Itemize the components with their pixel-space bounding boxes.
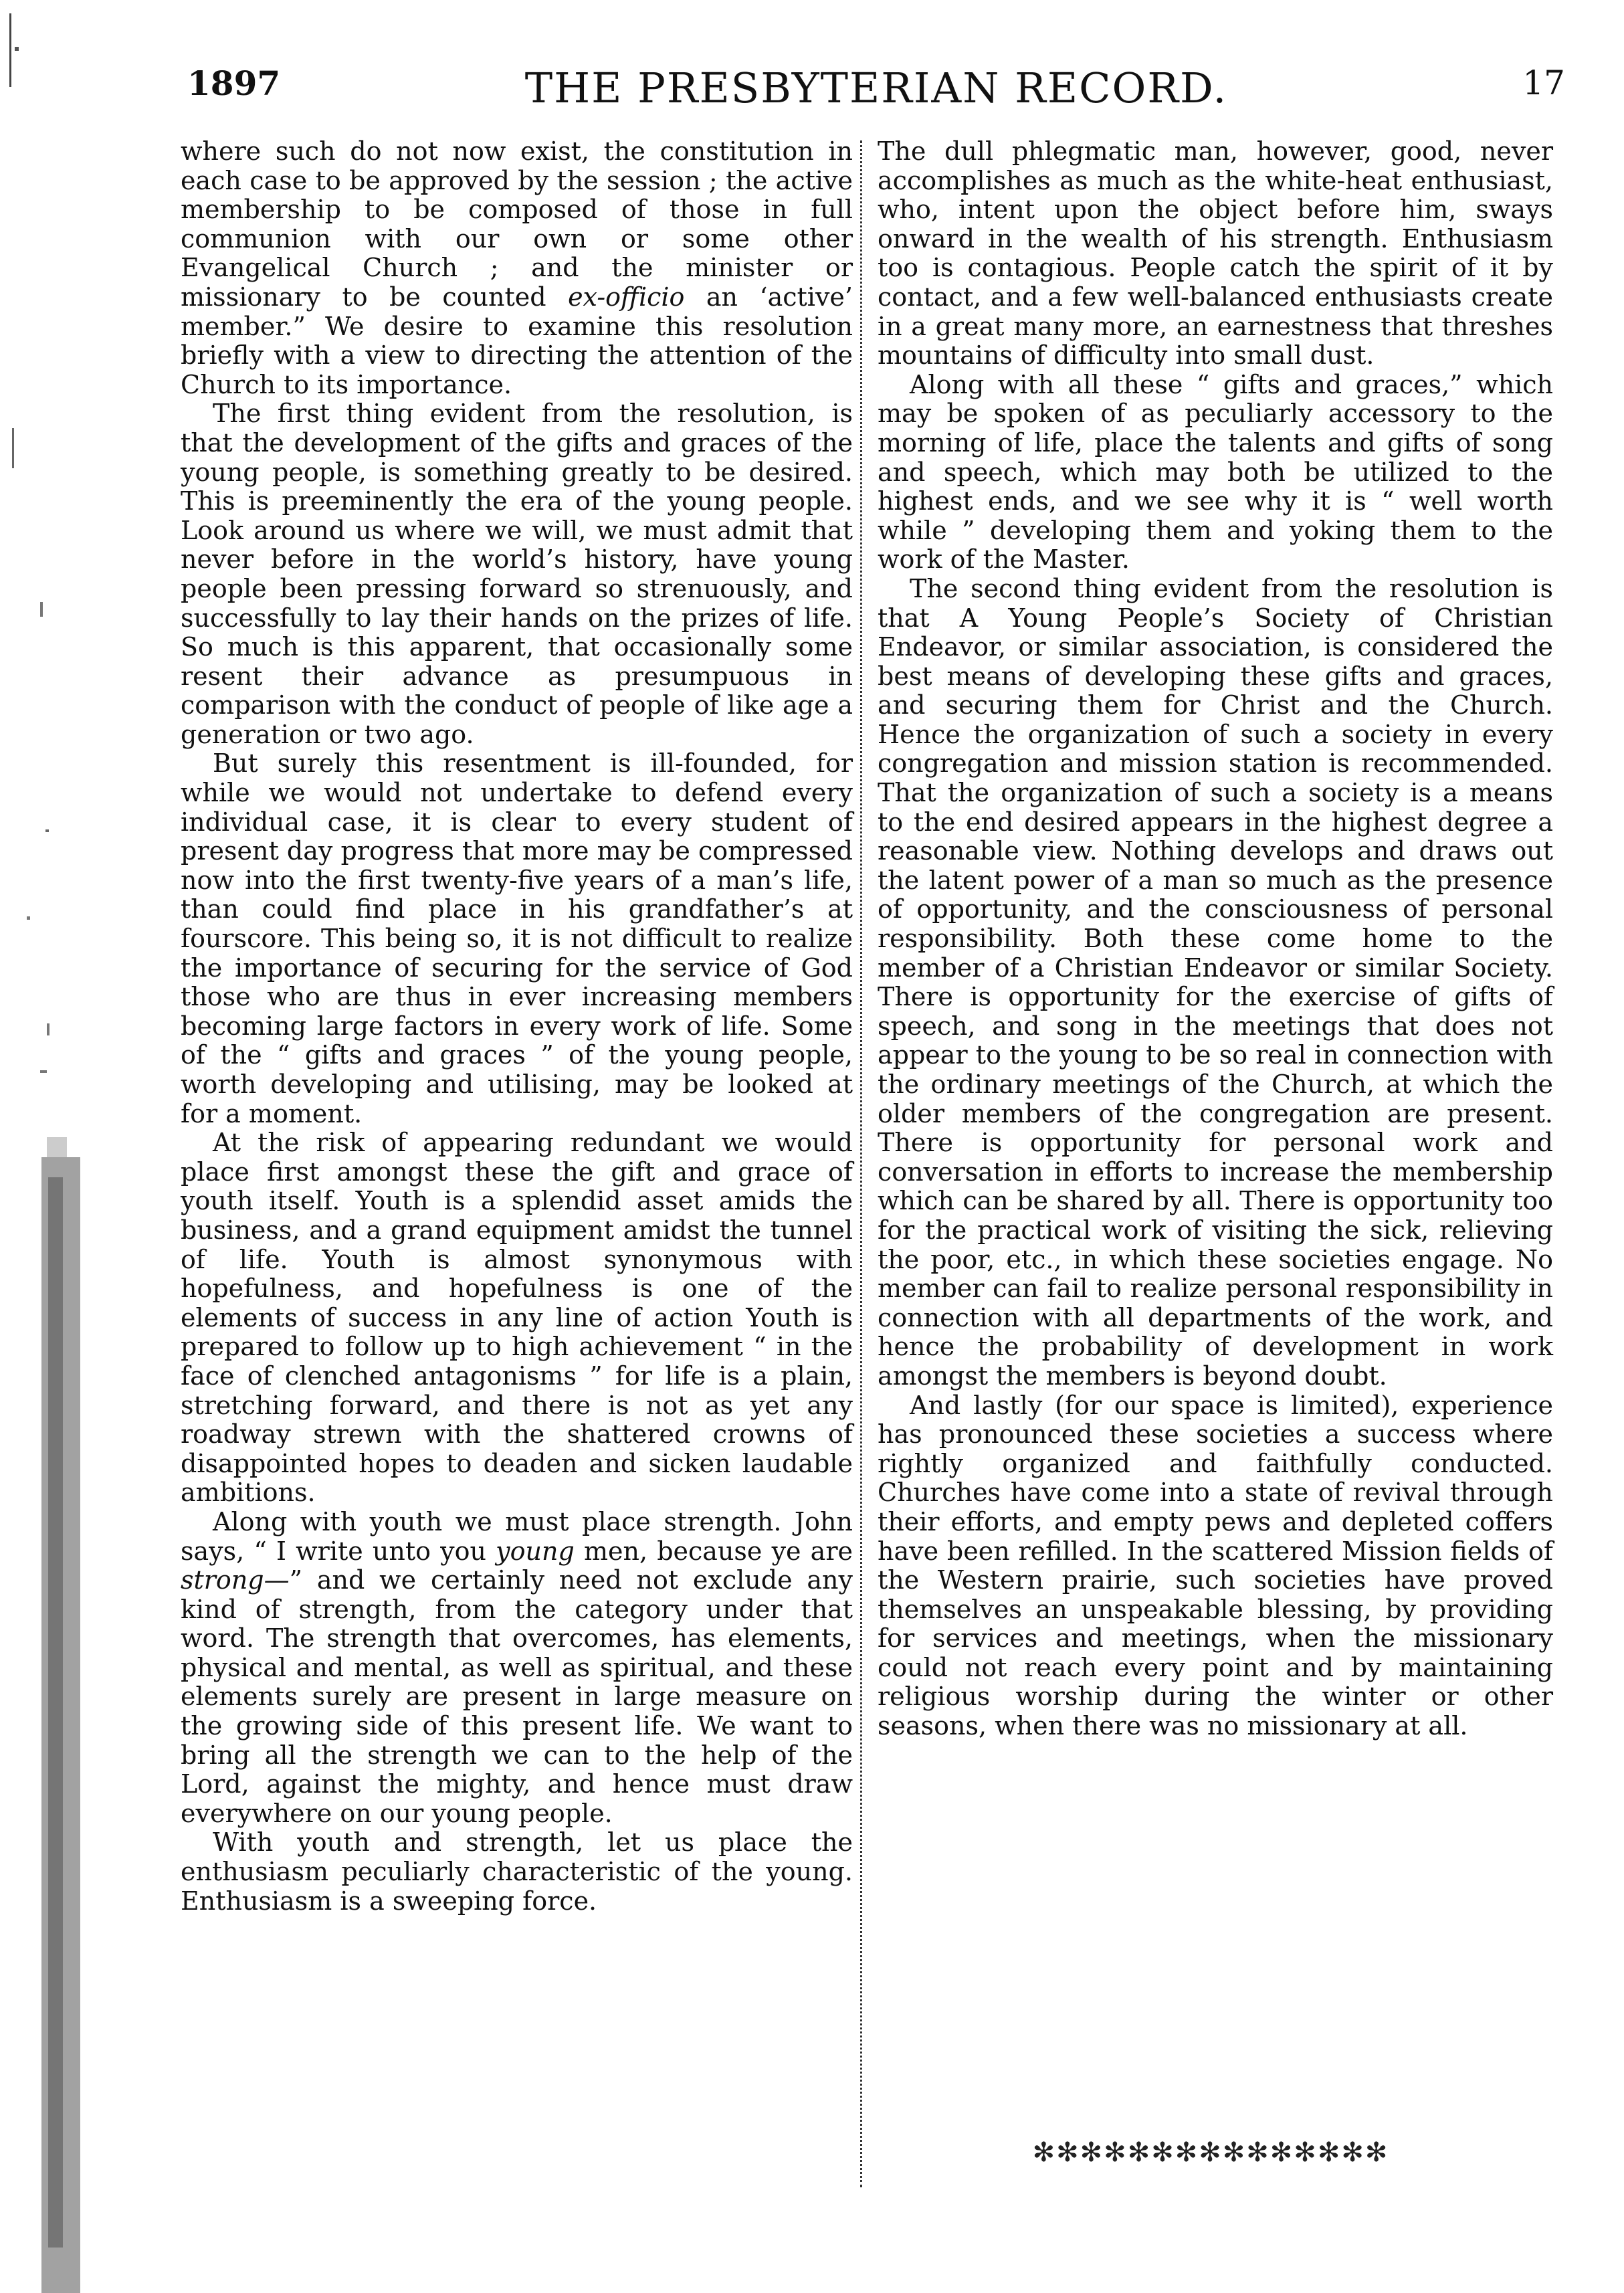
left-p5-italic-strong: strong— xyxy=(181,1565,290,1595)
left-paragraph-2: The first thing evident from the resolution, is that the development of the gifts and graces of the young people, is something greatly to be desired. This is preeminently the era of the young people. Look around us where we will, we must admit that never before in the world’s history, have young people been pressing forward so strenuously, and successfully to lay their hands on the prizes of life. So much is this apparent, that occasionally some resent their advance as presumpuous in comparison with the conduct of people of like age a generation or two ago. xyxy=(181,399,853,749)
left-paragraph-1 xyxy=(181,137,853,399)
left-p1-rest: an ‘active’ member.” We desire to examine this resolution briefly with a view to directing the attention of the Church to its importance. xyxy=(181,282,853,399)
page-header xyxy=(187,64,1565,124)
header-year: 1897 xyxy=(187,64,281,103)
right-paragraph-1: The dull phlegmatic man, however, good, never accomplishes as much as the white-heat enthusiast, who, intent upon the object before him, sways onward in the wealth of his strength. Enthusiasm too is contagious. People catch the spirit of it by contact, and a few well-balanced enthusiasts create in a great many more, an earnestness that threshes mountains of difficulty into small dust. xyxy=(878,136,1553,371)
column-divider xyxy=(860,140,862,2187)
left-p5-italic-young: young xyxy=(496,1536,575,1566)
right-paragraph-3: The second thing evident from the resolution is that A Young People’s Society of Christian Endeavor, or similar association, is considered the best means of developing these gifts and graces, and securing them for Christ and the Church. Hence the organization of such a society in every congregation and mission station is recommended. That the organization of such a society is a means to the end desired appears in the highest degree a reasonable view. Nothing develops and draws out the latent power of a man so much as the presence of opportunity, and the consciousness of personal responsibility. Both these come home to the member of a Christian Endeavor or similar Society. There is opportunity for the exercise of gifts of speech, and song in the meetings that does not appear to the young to be so real in connection with the ordinary meetings of the Church, at which the older members of the congregation are present. There is opportunity for personal work and conversation in efforts to increase the membership which can be shared by all. There is opportunity too for the practical work of visiting the sick, relieving the poor, etc., in which these societies engage. No member can fail to realize personal responsibility in connection with all departments of the work, and hence the probability of development in work amongst the members is beyond doubt. xyxy=(878,573,1553,1391)
left-paragraph-3: But surely this resentment is ill-founded, for while we would not undertake to defend every individual case, it is clear to every student of present day progress that more may be compressed now into the first twenty-five years of a man’s life, than could find place in his grandfather’s at fourscore. This being so, it is not difficult to realize the importance of securing for the service of God those who are thus in ever increasing members becoming large factors in every work of life. Some of the “ gifts and graces ” of the young people, worth developing and utilising, may be looked at for a moment. xyxy=(181,749,853,1128)
section-end-ornament: ✻✻✻✻✻✻✻✻✻✻✻✻✻✻✻ xyxy=(1032,2137,1389,2168)
left-column xyxy=(181,137,853,1916)
header-page-number: 17 xyxy=(1522,64,1565,102)
left-p5-a: Along with youth we must place strength. John says, “ I write unto you xyxy=(181,1506,853,1566)
left-paragraph-6: With youth and strength, let us place the enthusiasm peculiarly characteristic of the young. Enthusiasm is a sweeping force. xyxy=(181,1827,853,1916)
left-p5-c: ” and we certainly need not exclude any kind of strength, from the category under that word. The strength that overcomes, has elements, physical and mental, as well as spiritual, and these elements surely are present in large measure on the growing side of this present life. We want to bring all the strength we can to the help of the Lord, against the mighty, and hence must draw everywhere on our young people. xyxy=(181,1565,853,1828)
left-p5-b: men, because ye are xyxy=(583,1536,853,1566)
left-paragraph-4: At the risk of appearing redundant we would place first amongst these the gift and grace of youth itself. Youth is a splendid asset amids the business, and a grand equipment amidst the tunnel of life. Youth is almost synonymous with hopefulness, and hopefulness is one of the elements of success in any line of action Youth is prepared to follow up to high achievement “ in the face of clenched antagonisms ” for life is a plain, stretching forward, and there is not as yet any roadway strewn with the shattered crowns of disappointed hopes to deaden and sicken laudable ambitions. xyxy=(181,1128,853,1508)
left-paragraph-5 xyxy=(181,1508,853,1829)
left-p1-italic: ex-officio xyxy=(568,282,685,312)
right-column xyxy=(878,137,1553,1741)
page-edge-artifacts xyxy=(0,0,134,2293)
right-paragraph-2: Along with all these “ gifts and graces,” which may be spoken of as peculiarly accessory to the morning of life, place the talents and gifts of song and speech, which may both be utilized to the highest ends, and we see why it is “ well worth while ” developing them and yoking them to the work of the Master. xyxy=(878,369,1553,575)
left-p1-text: where such do not now exist, the constitution in each case to be approved by the session ; the active membership to be composed of those in full communion with our own or some other Evangelical Church ; and the minister or missionary to be counted xyxy=(181,136,853,312)
header-title: THE PRESBYTERIAN RECORD. xyxy=(524,64,1228,112)
right-paragraph-4: And lastly (for our space is limited), experience has pronounced these societies a success where rightly organized and faithfully conducted. Churches have come into a state of revival through their efforts, and empty pews and depleted coffers have been refilled. In the scattered Mission fields of the Western prairie, such societies have proved themselves an unspeakable blessing, by providing for services and meetings, when the missionary could not reach every point and by maintaining religious worship during the winter or other seasons, when there was no missionary at all. xyxy=(878,1390,1553,1741)
scanned-page-edge xyxy=(0,0,134,2293)
